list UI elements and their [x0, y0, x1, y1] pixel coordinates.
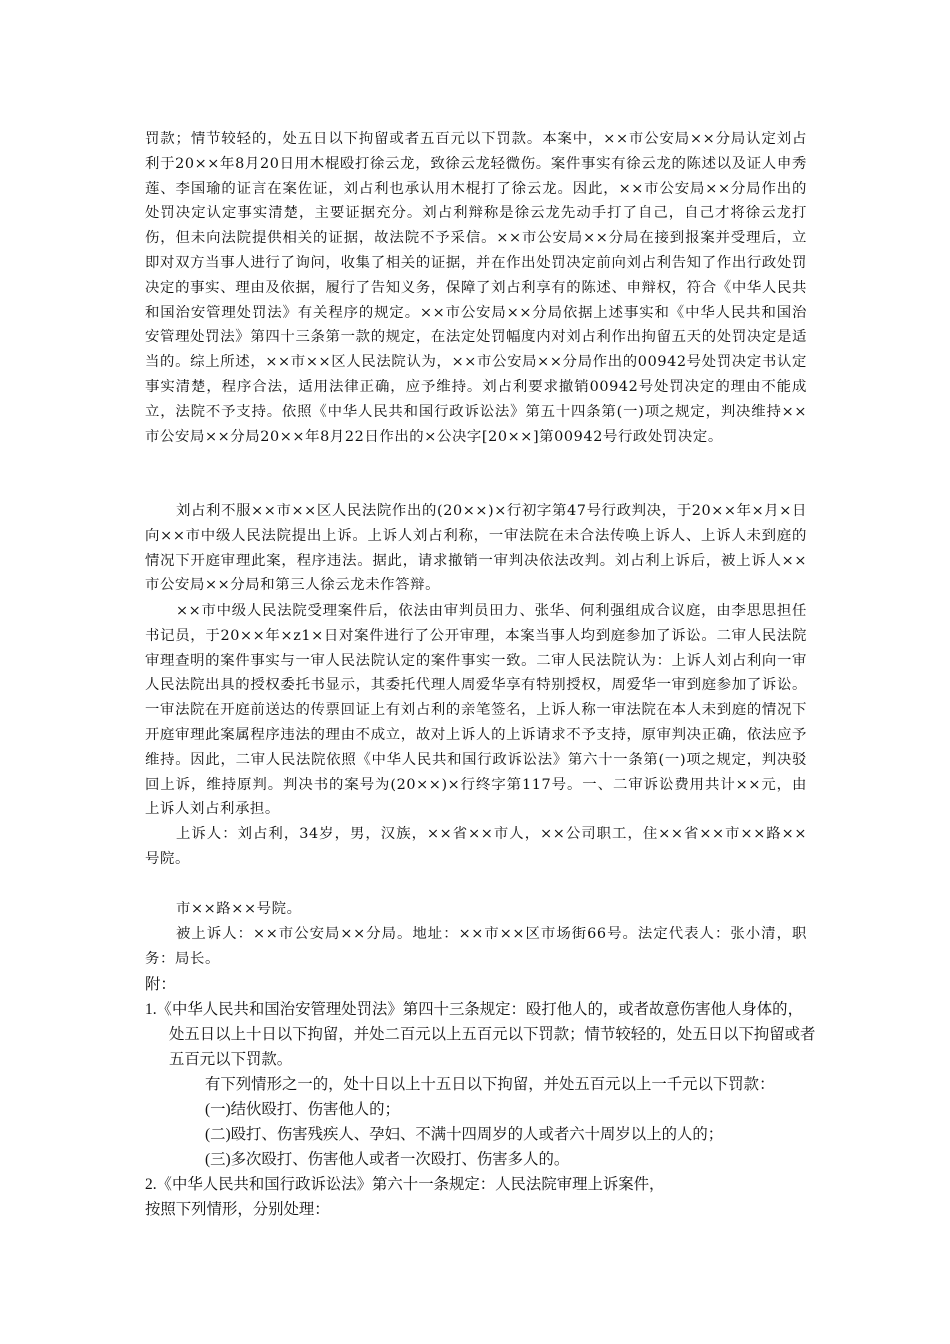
appendix-item-1-number: 1.: [145, 1001, 157, 1018]
appendix-sub-item-2: (二)殴打、伤害残疾人、孕妇、不满十四周岁的人或者六十周岁以上的人的；: [205, 1126, 724, 1143]
body-paragraph-appeal: 刘占利不服××市××区人民法院作出的(20××)×行初字第47号行政判决，于20××年×月×日向××市中级人民法院提出上诉。上诉人刘占利称，一审法院在未合法传唤上诉人、上诉人未到庭的情况下开庭审理此案，程序违法。据此，请求撤销一审判决依法改判。刘占利上诉后，被上诉人××市公安局××分局和第三人徐云龙未作答辩。: [145, 503, 807, 594]
appendix-item-2-text: 《中华人民共和国行政诉讼法》第六十一条规定：人民法院审理上诉案件，: [156, 1176, 665, 1193]
appellee-info: 被上诉人：××市公安局××分局。地址：××市××区市场街66号。法定代表人：张小清，职务：局长。: [145, 926, 807, 967]
body-paragraph-first-instance-reasoning: 罚款；情节较轻的，处五日以下拘留或者五百元以下罚款。本案中，××市公安局××分局认定刘占利于20××年8月20日用木棍殴打徐云龙，致徐云龙轻微伤。案件事实有徐云龙的陈述以及证人申秀莲、李国瑜的证言在案佐证，刘占利也承认用木棍打了徐云龙。因此，××市公安局××分局作出的处罚决定认定事实清楚，主要证据充分。刘占利辩称是徐云龙先动手打了自己，自己才将徐云龙打伤，但未向法院提供相关的证据，故法院不予采信。××市公安局××分局在接到报案并受理后，立即对双方当事人进行了询问，收集了相关的证据，并在作出处罚决定前向刘占利告知了作出行政处罚决定的事实、理由及依据，履行了告知义务，保障了刘占利享有的陈述、申辩权，符合《中华人民共和国治安管理处罚法》有关程序的规定。××市公安局××分局依据上述事实和《中华人民共和国治安管理处罚法》第四十三条第一款的规定，在法定处罚幅度内对刘占利作出拘留五天的处罚决定是适当的。综上所述，××市××区人民法院认为，××市公安局××分局作出的00942号处罚决定书认定事实清楚，程序合法，适用法律正确，应予维持。刘占利要求撤销00942号处罚决定的理由不能成立，法院不予支持。依照《中华人民共和国行政诉讼法》第五十四条第(一)项之规定，判决维持××市公安局××分局20××年8月22日作出的×公决字[20××]第00942号行政处罚决定。: [145, 131, 807, 445]
appendix-title: 附：: [145, 976, 176, 993]
appellant-address-repeat: 市××路××号院。: [176, 901, 302, 917]
appendix-item-2-number: 2.: [145, 1176, 157, 1193]
appendix-sub-intro: 有下列情形之一的，处十日以上十五日以下拘留，并处五百元以上一千元以下罚款：: [205, 1076, 775, 1093]
appendix-sub-item-1: (一)结伙殴打、伤害他人的；: [205, 1101, 400, 1118]
appendix-item-1-text: 《中华人民共和国治安管理处罚法》第四十三条规定：殴打他人的，或者故意伤害他人身体的，处五日以上十日以下拘留，并处二百元以上五百元以下罚款；情节较轻的，处五日以下拘留或者五百元以下罚款。: [156, 1001, 816, 1068]
appendix-item-1: [145, 997, 817, 1072]
body-paragraph-second-instance: ××市中级人民法院受理案件后，依法由审判员田力、张华、何利强组成合议庭，由李思思担任书记员，于20××年×z1×日对案件进行了公开审理，本案当事人均到庭参加了诉讼。二审人民法院审理查明的案件事实与一审人民法院认定的案件事实一致。二审人民法院认为：上诉人刘占利向一审人民法院出具的授权委托书显示，其委托代理人周爱华享有特别授权，周爱华一审到庭参加了诉讼。一审法院在开庭前送达的传票回证上有刘占利的亲笔签名，上诉人称一审法院在本人未到庭的情况下开庭审理此案属程序违法的理由不成立，故对上诉人的上诉请求不予支持，原审判决正确，依法应予维持。因此，二审人民法院依照《中华人民共和国行政诉讼法》第六十一条第(一)项之规定，判决驳回上诉，维持原判。判决书的案号为(20××)×行终字第117号。一、二审诉讼费用共计××元，由上诉人刘占利承担。: [145, 603, 807, 818]
appendix-item-2-continuation: 按照下列情形，分别处理：: [145, 1201, 330, 1218]
appendix-item-1-body: [145, 997, 817, 1072]
appellant-info: 上诉人：刘占利，34岁，男，汉族，××省××市人，××公司职工，住××省××市××路××号院。: [145, 826, 807, 867]
appendix-item-2: [145, 1172, 817, 1197]
appendix-sub-item-3: (三)多次殴打、伤害他人或者一次殴打、伤害多人的。: [205, 1151, 570, 1168]
